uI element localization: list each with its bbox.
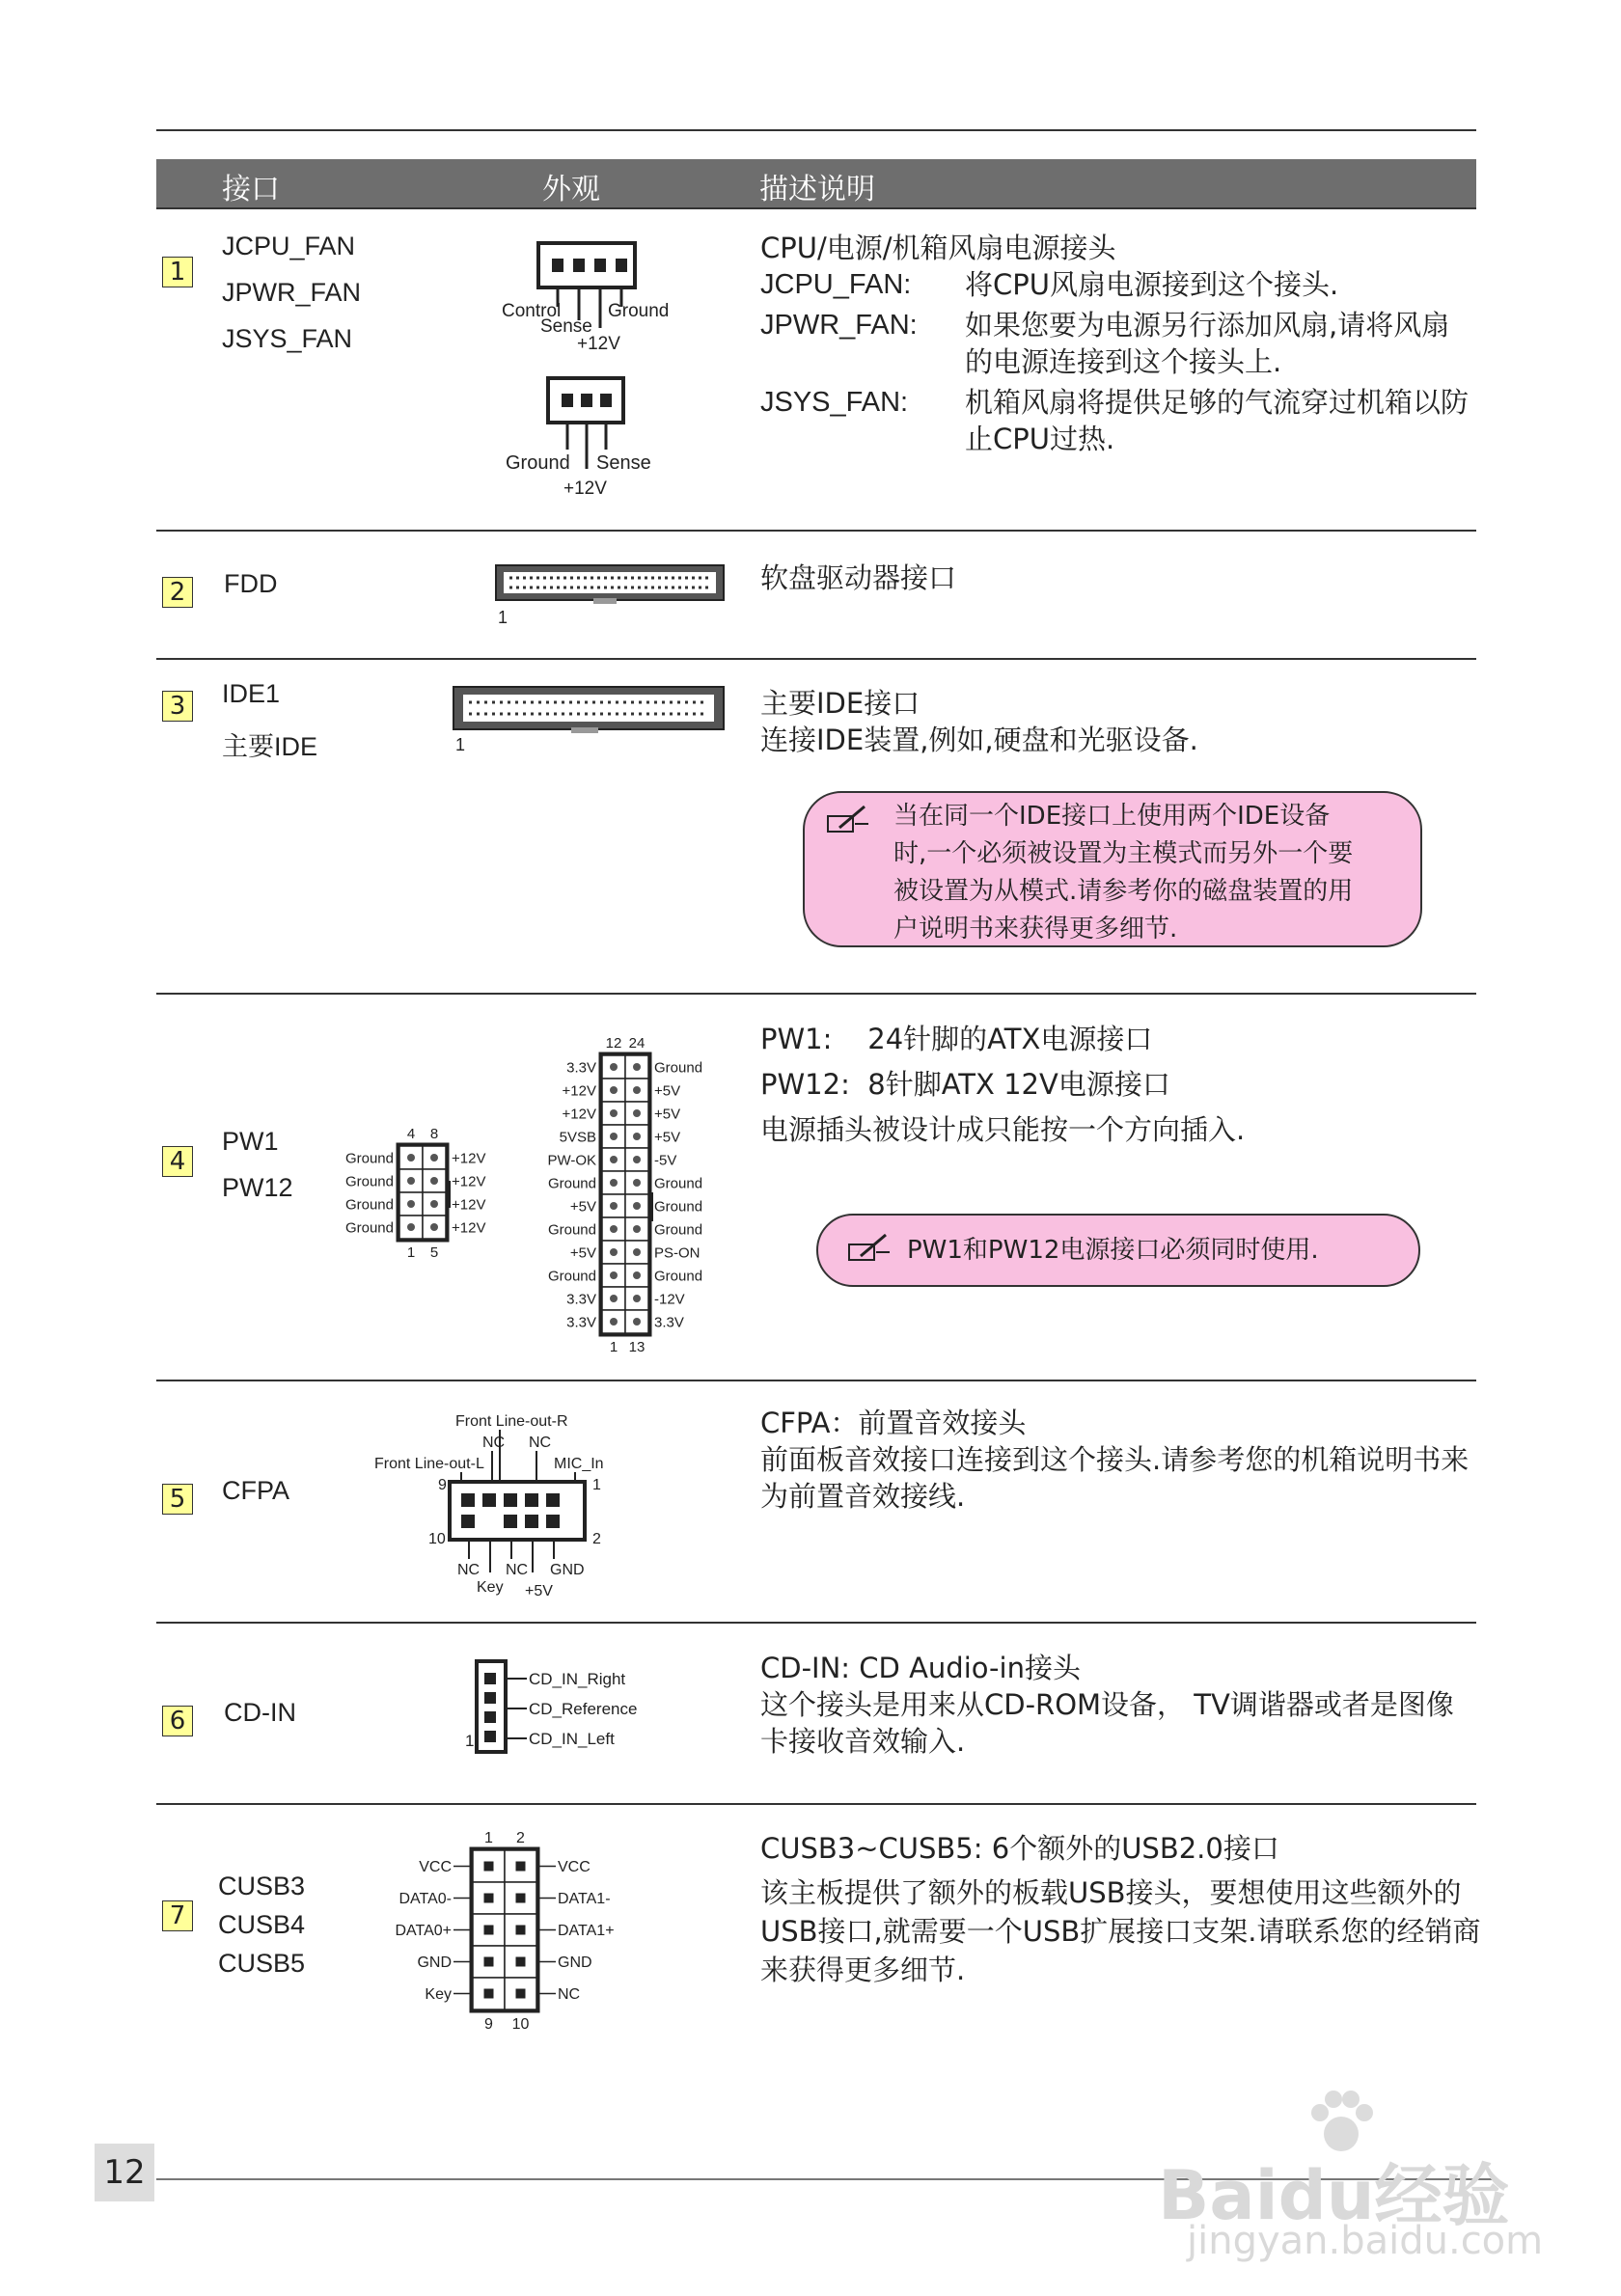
pin-label: VCC	[558, 1859, 591, 1876]
pin-label: VCC	[419, 1859, 452, 1876]
item-value: 将CPU风扇电源接到这个接头.	[965, 268, 1339, 301]
description-title: CPU/电源/机箱风扇电源接头	[760, 232, 1116, 264]
pin-label: +12V	[577, 334, 620, 354]
section-number: 3	[162, 691, 193, 722]
pin	[610, 1295, 618, 1302]
item-key: JPWR_FAN:	[760, 310, 918, 341]
pin-number: 1	[465, 1732, 475, 1750]
pin-number: 1	[455, 735, 466, 752]
pin-label: 3.3V	[566, 1314, 596, 1331]
pin	[407, 1223, 415, 1231]
connector-label: PW12	[222, 1173, 293, 1202]
pin-label: Ground	[547, 1268, 596, 1285]
section-number: 7	[162, 1900, 193, 1931]
description-line: PW1: 24针脚的ATX电源接口	[760, 1023, 1153, 1055]
pin-label: Ground	[654, 1175, 703, 1192]
table-header	[156, 159, 1476, 209]
pin	[633, 1318, 641, 1326]
watermark-url: jingyan.baidu.com	[1187, 2219, 1544, 2263]
description-item	[760, 307, 1474, 380]
pin	[407, 1177, 415, 1185]
pin-number: 24	[628, 1035, 646, 1052]
section-number: 1	[162, 257, 193, 287]
pin-label: Ground	[654, 1268, 703, 1285]
pin	[430, 1154, 438, 1162]
pin	[610, 1156, 618, 1163]
pin-label: Front Line-out-R	[455, 1413, 568, 1430]
pin-label: Sense	[540, 316, 592, 337]
pin-number: 2	[516, 1830, 525, 1846]
pin-label: Ground	[654, 1198, 703, 1216]
pin-label: DATA0-	[398, 1891, 452, 1908]
pin-label: PW-OK	[547, 1152, 596, 1169]
description-line: 前面板音效接口连接到这个接头.请参考您的机箱说明书来为前置音效接线.	[760, 1443, 1470, 1513]
pin-label: Ground	[506, 452, 570, 474]
connector-label: JCPU_FAN	[222, 232, 356, 260]
section-number: 4	[162, 1146, 193, 1177]
watermark-brand: Baidu经验	[1158, 2156, 1510, 2235]
description-line: 这个接头是用来从CD-ROM设备， TV调谐器或者是图像卡接收音效输入.	[760, 1688, 1454, 1758]
pin-label: Ground	[654, 1221, 703, 1239]
pin	[516, 1894, 526, 1903]
pin	[633, 1156, 641, 1163]
pin	[430, 1200, 438, 1208]
section-description	[760, 685, 1474, 758]
pin	[633, 1295, 641, 1302]
description-line: CD-IN: CD Audio-in接头	[760, 1652, 1081, 1684]
connector-label: CUSB4	[218, 1910, 306, 1939]
pin-label: GND	[550, 1562, 585, 1578]
note-line: 时,一个必须被设置为主模式而另外一个要	[893, 839, 1354, 868]
connector-label: JPWR_FAN	[222, 278, 362, 307]
pin	[610, 1179, 618, 1187]
pin-label: Control	[502, 301, 562, 321]
pin	[484, 1957, 494, 1967]
pin-label: DATA0+	[395, 1923, 452, 1940]
note-box	[803, 791, 1422, 947]
cdin-connector-diagram	[461, 1654, 673, 1760]
ide-connector-diagram	[450, 683, 729, 752]
note-line: 被设置为从模式.请参考你的磁盘装置的用	[893, 877, 1354, 906]
pin-label: CD_IN_Right	[529, 1670, 626, 1688]
pin-label: +5V	[654, 1106, 681, 1123]
baidu-watermark	[1158, 2084, 1544, 2267]
pin	[516, 1862, 526, 1872]
pin-label: NC	[457, 1562, 481, 1578]
header-col-appearance: 外观	[542, 173, 600, 206]
pin	[633, 1109, 641, 1117]
pin-number: 9	[438, 1477, 447, 1493]
pin-label: Ground	[547, 1221, 596, 1239]
pin	[610, 1318, 618, 1326]
section-divider	[156, 530, 1476, 532]
section-divider	[156, 1622, 1476, 1624]
pin-number: 10	[428, 1531, 446, 1547]
section-number: 2	[162, 577, 193, 608]
pin-label: Key	[477, 1579, 504, 1596]
item-value: 如果您要为电源另行添加风扇,请将风扇的电源连接到这个接头上.	[965, 309, 1450, 378]
description-line: CUSB3~CUSB5: 6个额外的USB2.0接口	[760, 1832, 1279, 1865]
pin	[610, 1271, 618, 1279]
pin-label: +12V	[452, 1196, 486, 1214]
connector-label: CD-IN	[224, 1698, 296, 1727]
pin-number: 9	[484, 2016, 493, 2033]
note-line: PW1和PW12电源接口必须同时使用.	[907, 1236, 1319, 1265]
section-divider	[156, 993, 1476, 995]
description-line: 连接IDE装置,例如,硬盘和光驱设备.	[760, 724, 1198, 756]
pin-label: Front Line-out-L	[374, 1456, 484, 1472]
section-description	[760, 230, 1474, 457]
note-box	[816, 1214, 1420, 1287]
description-item	[760, 384, 1474, 457]
pin	[633, 1063, 641, 1071]
section-description	[760, 1650, 1474, 1760]
pin-label: CD_Reference	[529, 1700, 638, 1718]
description-item	[760, 266, 1474, 303]
latch	[446, 1181, 451, 1208]
pin-number: 1	[592, 1477, 601, 1493]
description-line: 该主板提供了额外的板载USB接头，要想使用这些额外的USB接口,就需要一个USB扩展接口支架.请联系您的经销商来获得更多细节.	[760, 1876, 1481, 1986]
connector-label: FDD	[224, 569, 278, 598]
section-description	[760, 1405, 1474, 1515]
pin-label: PS-ON	[654, 1244, 701, 1262]
pin	[407, 1200, 415, 1208]
item-key: JSYS_FAN:	[760, 387, 909, 418]
pin-number: 1	[498, 608, 508, 627]
pin-label: Sense	[596, 452, 651, 474]
pin	[516, 1926, 526, 1935]
pin-label: +5V	[654, 1082, 681, 1100]
pw12-connector-diagram	[328, 1119, 511, 1264]
connector-label: CUSB5	[218, 1949, 306, 1978]
pin	[633, 1179, 641, 1187]
pin	[484, 1989, 494, 1999]
pin-label: -5V	[654, 1152, 677, 1169]
pin-label: +12V	[562, 1082, 596, 1100]
pin	[407, 1154, 415, 1162]
connector-label: CUSB3	[218, 1872, 306, 1900]
pin-label: 3.3V	[654, 1314, 684, 1331]
pin-label: Key	[425, 1986, 452, 2004]
top-rule	[156, 129, 1476, 131]
pin-label: +12V	[452, 1173, 486, 1190]
pin-label: DATA1+	[558, 1923, 615, 1940]
pin-label: +5V	[654, 1129, 681, 1146]
connector-label: IDE1	[222, 679, 281, 708]
pin-label: +12V	[562, 1106, 596, 1123]
pin-label: 3.3V	[566, 1291, 596, 1308]
pin	[430, 1177, 438, 1185]
pin-label: Ground	[344, 1173, 394, 1190]
pin	[516, 1989, 526, 1999]
pin-label: Ground	[547, 1175, 596, 1192]
latch	[648, 1192, 653, 1221]
pin-number: 5	[429, 1244, 439, 1261]
connector-label: 主要IDE	[222, 732, 318, 761]
pin	[633, 1133, 641, 1140]
pin-label: Ground	[344, 1196, 394, 1214]
pin	[610, 1133, 618, 1140]
pin	[633, 1271, 641, 1279]
section-number: 5	[162, 1484, 193, 1515]
description-line: CFPA：前置音效接头	[760, 1407, 1027, 1439]
pin-number: 1	[609, 1339, 618, 1355]
note-line: 户说明书来获得更多细节.	[893, 915, 1178, 943]
section-divider	[156, 1380, 1476, 1381]
pin-number: 12	[605, 1035, 622, 1052]
pin	[633, 1225, 641, 1233]
pin-number: 13	[628, 1339, 646, 1355]
description-line: PW12: 8针脚ATX 12V电源接口	[760, 1068, 1170, 1101]
pin	[484, 1926, 494, 1935]
header-col-interface: 接口	[222, 173, 280, 206]
section-description: 软盘驱动器接口	[760, 561, 957, 594]
section-description	[760, 1017, 1474, 1153]
page-number: 12	[95, 2144, 154, 2201]
description-line: 电源插头被设计成只能按一个方向插入.	[760, 1113, 1246, 1146]
pin-number: 1	[484, 1830, 493, 1846]
pencil-note-icon	[826, 803, 874, 837]
pin-label: 5VSB	[559, 1129, 596, 1146]
pin-number: 1	[406, 1244, 416, 1261]
pin	[633, 1248, 641, 1256]
pin-number: 2	[592, 1531, 601, 1547]
pin-number: 4	[406, 1126, 416, 1142]
description-line: 主要IDE接口	[760, 687, 920, 720]
header-col-description: 描述说明	[759, 173, 875, 206]
cfpa-connector-diagram	[369, 1408, 658, 1601]
pin	[430, 1223, 438, 1231]
pin-label: +5V	[525, 1583, 553, 1599]
pin-label: DATA1-	[558, 1891, 611, 1908]
pin-label: GND	[558, 1954, 592, 1972]
pin-number: 8	[429, 1126, 439, 1142]
pin-number: 10	[511, 2016, 530, 2033]
pin	[610, 1109, 618, 1117]
section-number: 6	[162, 1706, 193, 1736]
pin-label: +5V	[569, 1244, 596, 1262]
pin-label: +12V	[452, 1219, 486, 1237]
pin	[633, 1202, 641, 1210]
usb-connector-diagram	[384, 1829, 654, 2051]
fan-connector-diagram	[492, 232, 714, 511]
section-divider	[156, 1803, 1476, 1805]
pin-label: CD_IN_Left	[529, 1730, 615, 1748]
pin	[633, 1086, 641, 1094]
pin-label: NC	[529, 1435, 552, 1451]
pin-label: +12V	[563, 478, 607, 499]
pin	[610, 1225, 618, 1233]
pencil-note-icon	[847, 1231, 895, 1266]
pin-label: GND	[417, 1954, 452, 1972]
section-description	[760, 1829, 1494, 1989]
pin-label: Ground	[344, 1219, 394, 1237]
pin-label: Ground	[608, 301, 670, 321]
item-key: JCPU_FAN:	[760, 269, 912, 300]
connector-label: PW1	[222, 1127, 279, 1156]
pin	[484, 1862, 494, 1872]
pw1-connector-diagram	[538, 1030, 731, 1368]
fdd-connector-diagram	[492, 561, 733, 629]
connector-label: JSYS_FAN	[222, 324, 353, 353]
pin-label: NC	[482, 1435, 506, 1451]
pin-label: +12V	[452, 1150, 486, 1167]
pin	[610, 1248, 618, 1256]
pin-label: -12V	[654, 1291, 685, 1308]
pin	[516, 1957, 526, 1967]
connector-label: CFPA	[222, 1476, 290, 1505]
pin-label: NC	[558, 1986, 581, 2004]
item-value: 机箱风扇将提供足够的气流穿过机箱以防止CPU过热.	[965, 386, 1470, 455]
pin	[610, 1202, 618, 1210]
pin-label: NC	[506, 1562, 529, 1578]
pin-label: +5V	[569, 1198, 596, 1216]
pin-label: MIC_In	[554, 1456, 604, 1472]
pin-label: Ground	[344, 1150, 394, 1167]
pin-label: Ground	[654, 1059, 703, 1077]
pin	[484, 1894, 494, 1903]
note-line: 当在同一个IDE接口上使用两个IDE设备	[893, 802, 1331, 831]
pin-label: 3.3V	[566, 1059, 596, 1077]
section-divider	[156, 658, 1476, 660]
pin	[610, 1086, 618, 1094]
pin	[610, 1063, 618, 1071]
